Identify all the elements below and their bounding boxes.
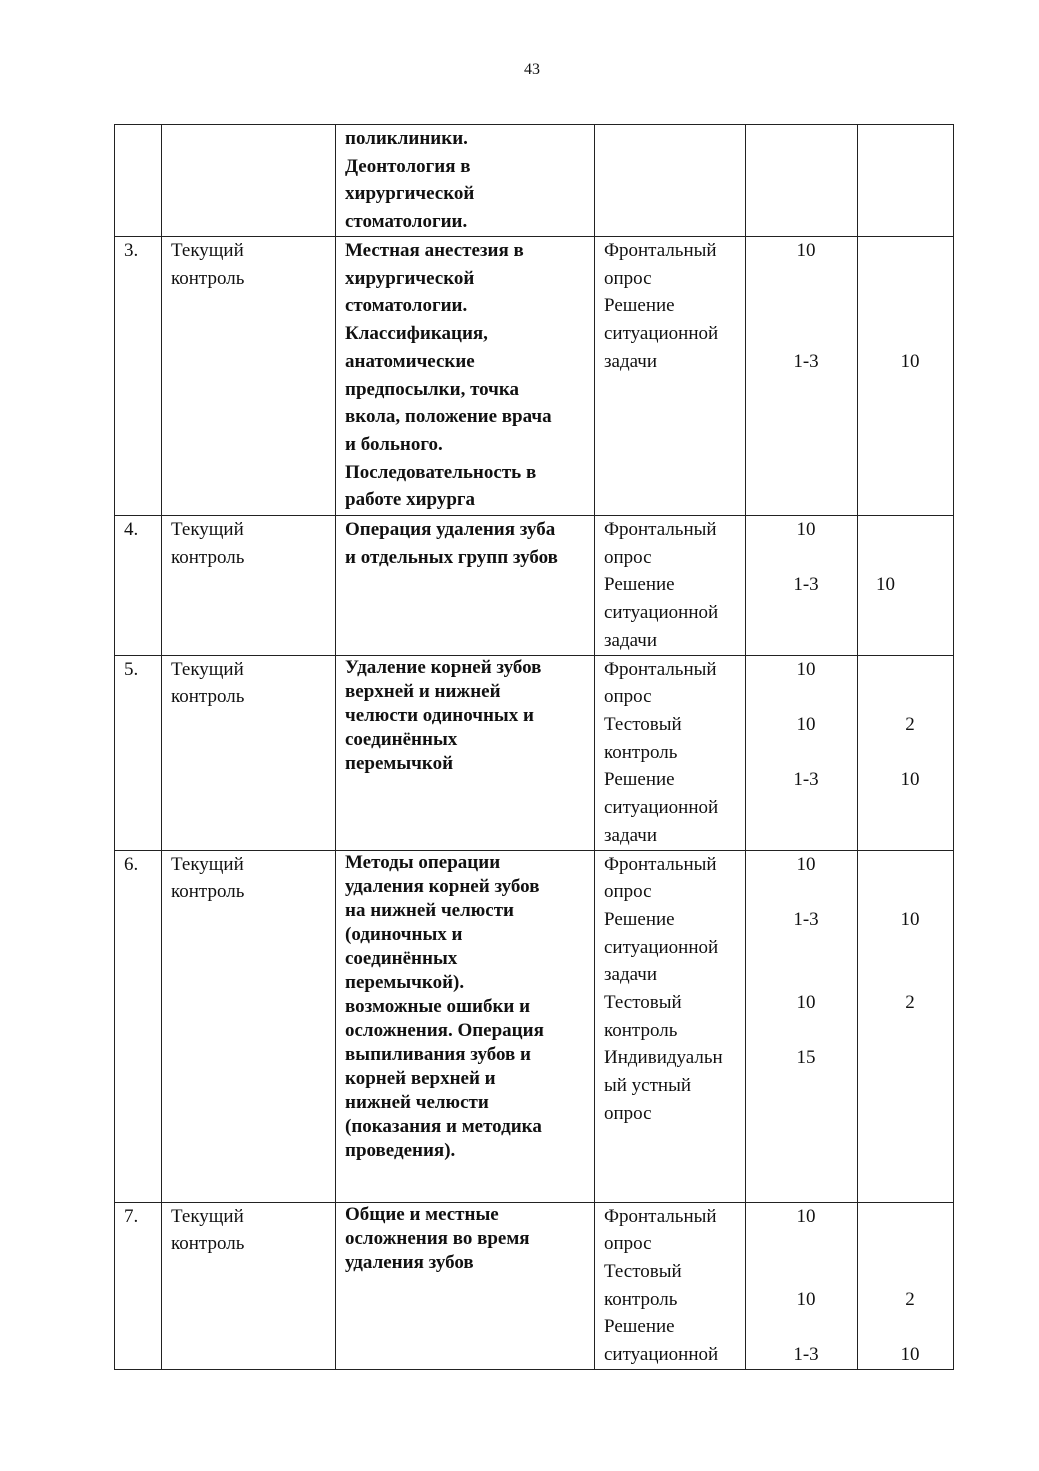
row-number-cell [115, 655, 162, 850]
control-forms-line: Фронтальный [604, 519, 717, 540]
topic-cell [336, 850, 595, 1202]
control-type-line: контроль [171, 1233, 245, 1255]
control-forms-line: Тестовый [604, 1260, 682, 1282]
topic-line: (показания и методика [345, 1115, 542, 1137]
question-count-line [755, 739, 857, 767]
table-row [115, 237, 954, 516]
question-count-line: 10 [796, 713, 816, 735]
topic-line: корней верхней и [345, 1067, 496, 1089]
topic-line: Местная анестезия в [345, 240, 524, 261]
question-count-cell [746, 655, 858, 850]
row-number-cell [115, 237, 162, 516]
table-row [115, 655, 954, 850]
question-count-line: 10 [796, 991, 816, 1013]
control-type-cell [162, 516, 336, 656]
score-line [867, 851, 953, 879]
row-number: 4. [124, 519, 139, 540]
control-type-cell [162, 237, 336, 516]
control-forms-line: задачи [604, 824, 658, 846]
topic-cell [336, 125, 595, 237]
control-type-cell [162, 655, 336, 850]
topic-line: удаления корней зубов [345, 875, 540, 897]
question-count-line: 10 [796, 519, 816, 540]
score-line [867, 237, 953, 265]
control-type-line: Текущий [171, 1205, 244, 1227]
topic-line: Операция удаления зуба [345, 519, 556, 540]
control-forms-line: задачи [604, 629, 658, 651]
control-forms-line: опрос [604, 881, 652, 903]
topic-line: соединённых [345, 728, 458, 750]
topic-line: проведения). [345, 1139, 456, 1161]
control-forms-cell [595, 655, 746, 850]
control-type-cell [162, 125, 336, 237]
topic-line: Методы операции [345, 851, 501, 873]
control-forms-line: ситуационной [604, 797, 719, 819]
control-forms-line: опрос [604, 546, 652, 568]
question-count-line [755, 683, 857, 711]
control-type-line: контроль [171, 686, 245, 708]
topic-line: челюсти одиночных и [345, 704, 534, 726]
question-count-cell [746, 125, 858, 237]
control-forms-line: опрос [604, 686, 652, 708]
question-count-line: 10 [796, 853, 816, 875]
question-count-line: 10 [796, 240, 816, 261]
row-number-cell [115, 850, 162, 1202]
score-line: 10 [876, 574, 895, 596]
score-line [867, 1230, 953, 1258]
score-line [867, 1313, 953, 1341]
score-line [867, 292, 953, 320]
topic-cell [336, 237, 595, 516]
table-body [115, 125, 954, 1370]
topic-line: удаления зубов [345, 1251, 474, 1273]
topic-line: анатомические [345, 350, 475, 372]
table-row [115, 125, 954, 237]
topic-line: хирургической [345, 267, 475, 289]
question-count-cell [746, 850, 858, 1202]
score-line: 2 [905, 713, 915, 735]
topic-line: Классификация, [345, 323, 488, 345]
control-type-line: контроль [171, 881, 245, 903]
topic-line: Последовательность в [345, 461, 537, 483]
question-count-line: 10 [796, 1205, 816, 1227]
question-count-line: 1-3 [793, 350, 819, 372]
topic-line: и больного. [345, 433, 443, 455]
score-cell [858, 850, 954, 1202]
topic-line: предпосылки, точка [345, 378, 520, 400]
control-forms-line: ый устный [604, 1075, 692, 1097]
control-type-line: Текущий [171, 519, 244, 540]
control-forms-line: Решение [604, 1316, 675, 1338]
control-type-line: Текущий [171, 853, 244, 875]
control-forms-line: задачи [604, 350, 658, 372]
row-number: 7. [124, 1205, 139, 1227]
topic-line: хирургической [345, 183, 475, 205]
topic-line: осложнения во время [345, 1227, 530, 1249]
row-number: 3. [124, 240, 139, 261]
topic-line: на нижней челюсти [345, 899, 514, 921]
control-type-line: контроль [171, 267, 245, 289]
question-count-line [755, 1258, 857, 1286]
question-count-cell [746, 516, 858, 656]
control-forms-line: Решение [604, 295, 675, 317]
assessment-table [114, 124, 954, 1370]
topic-line: Общие и местные [345, 1203, 499, 1225]
score-line: 2 [905, 1288, 915, 1310]
control-forms-cell [595, 1202, 746, 1369]
question-count-line: 1-3 [793, 908, 819, 930]
score-line: 2 [905, 991, 915, 1013]
control-forms-line: опрос [604, 1102, 652, 1124]
question-count-line: 10 [796, 658, 816, 680]
question-count-line [755, 265, 857, 293]
row-number-cell [115, 1202, 162, 1369]
control-forms-cell [595, 516, 746, 656]
score-line [867, 656, 953, 684]
control-forms-cell [595, 237, 746, 516]
control-forms-line: задачи [604, 964, 658, 986]
row-number-cell [115, 125, 162, 237]
control-forms-line: Индивидуальн [604, 1047, 723, 1069]
score-cell [858, 237, 954, 516]
question-count-line: 10 [796, 1288, 816, 1310]
control-forms-line: Решение [604, 908, 675, 930]
page-number: 43 [524, 61, 540, 78]
control-forms-cell [595, 850, 746, 1202]
table-row [115, 1202, 954, 1369]
topic-line: осложнения. Операция [345, 1019, 544, 1041]
question-count-line [755, 878, 857, 906]
score-line: 10 [900, 350, 920, 372]
table-row [115, 850, 954, 1202]
control-type-line: контроль [171, 546, 245, 568]
score-line [867, 878, 953, 906]
control-forms-cell [595, 125, 746, 237]
topic-line: нижней челюсти [345, 1091, 489, 1113]
topic-line: стоматологии. [345, 211, 468, 233]
score-cell [858, 655, 954, 850]
topic-line: работе хирурга [345, 489, 476, 511]
question-count-line [755, 292, 857, 320]
question-count-cell [746, 237, 858, 516]
score-line [867, 516, 953, 544]
control-forms-line: ситуационной [604, 323, 719, 345]
control-forms-line: контроль [604, 1019, 678, 1041]
score-line [867, 1258, 953, 1286]
score-line [867, 934, 953, 962]
question-count-line [755, 544, 857, 572]
score-cell [858, 1202, 954, 1369]
row-number-cell [115, 516, 162, 656]
question-count-line [755, 320, 857, 348]
topic-cell [336, 516, 595, 656]
row-number: 6. [124, 853, 139, 875]
score-line [867, 961, 953, 989]
score-cell [858, 516, 954, 656]
control-forms-line: Фронтальный [604, 658, 717, 680]
question-count-line: 1-3 [793, 769, 819, 791]
score-line [867, 265, 953, 293]
score-line [867, 544, 953, 572]
control-forms-line: Тестовый [604, 713, 682, 735]
question-count-line [755, 961, 857, 989]
question-count-line: 1-3 [793, 574, 819, 596]
topic-line: поликлиники. [345, 128, 468, 149]
score-cell [858, 125, 954, 237]
control-forms-line: Фронтальный [604, 1205, 717, 1227]
control-forms-line: опрос [604, 1233, 652, 1255]
topic-line: соединённых [345, 947, 458, 969]
score-line: 10 [900, 769, 920, 791]
control-type-cell [162, 1202, 336, 1369]
table-row [115, 516, 954, 656]
row-number [124, 125, 161, 153]
score-line [867, 1203, 953, 1231]
topic-line: верхней и нижней [345, 680, 501, 702]
question-count-line [755, 934, 857, 962]
question-count-line [755, 1017, 857, 1045]
topic-line: Удаление корней зубов [345, 656, 542, 678]
topic-cell [336, 655, 595, 850]
control-forms-line: ситуационной [604, 1344, 719, 1366]
control-type-cell [162, 850, 336, 1202]
question-count-cell [746, 1202, 858, 1369]
topic-line: перемычкой). [345, 971, 465, 993]
topic-line: Деонтология в [345, 155, 471, 177]
topic-line: перемычкой [345, 752, 454, 774]
control-forms-line: Решение [604, 769, 675, 791]
question-count-line: 1-3 [793, 1343, 819, 1365]
control-forms-line: Фронтальный [604, 240, 717, 261]
topic-line: возможные ошибки и [345, 995, 531, 1017]
control-forms-line: опрос [604, 267, 652, 289]
topic-line: (одиночных и [345, 923, 463, 945]
topic-line: выпиливания зубов и [345, 1043, 532, 1065]
question-count-line: 15 [796, 1047, 816, 1069]
topic-line: вкола, положение врача [345, 406, 552, 428]
topic-line: стоматологии. [345, 295, 468, 317]
control-forms-line: контроль [604, 1288, 678, 1310]
control-forms-line: ситуационной [604, 936, 719, 958]
topic-line: и отдельных групп зубов [345, 546, 558, 568]
row-number: 5. [124, 658, 139, 680]
score-line: 10 [900, 1343, 920, 1365]
control-type-line: Текущий [171, 658, 244, 680]
control-forms-line: контроль [604, 741, 678, 763]
question-count-line [755, 1230, 857, 1258]
score-line [867, 739, 953, 767]
question-count-line [755, 1313, 857, 1341]
score-line [867, 683, 953, 711]
control-forms-line: Фронтальный [604, 853, 717, 875]
topic-cell [336, 1202, 595, 1369]
score-line: 10 [900, 908, 920, 930]
control-forms-line: Тестовый [604, 992, 682, 1014]
control-type-line: Текущий [171, 240, 244, 261]
control-forms-line: ситуационной [604, 602, 719, 624]
score-line [867, 320, 953, 348]
control-forms-line: Решение [604, 574, 675, 596]
